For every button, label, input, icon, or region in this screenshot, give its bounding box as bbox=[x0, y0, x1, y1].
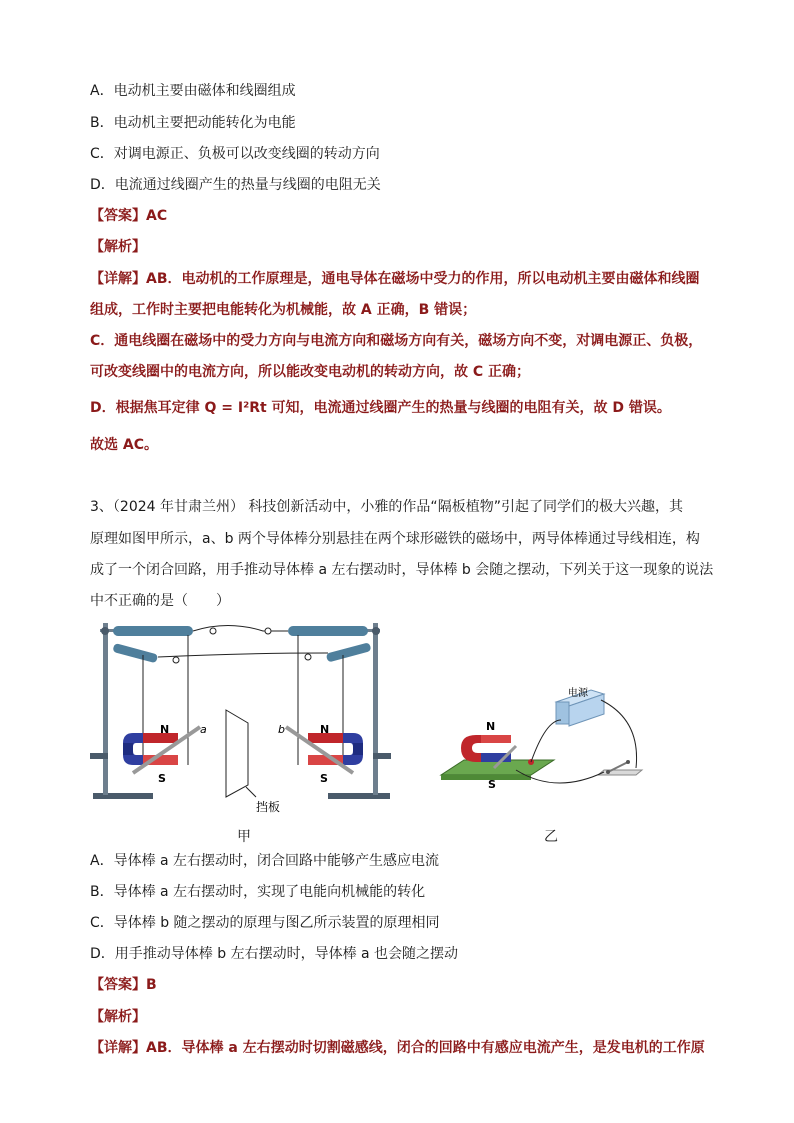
yi-label-s: S bbox=[488, 778, 496, 791]
q3-stem-line-1: 3、（2024 年甘肃兰州） 科技创新活动中，小雅的作品“隔板植物”引起了同学们的极大兴趣，其 bbox=[90, 499, 683, 515]
q3-stem-line-2: 原理如图甲所示，a、b 两个导体棒分别悬挂在两个球形磁铁的磁场中，两导体棒通过导线相连，构 bbox=[90, 531, 700, 547]
barrier-label: 挡板 bbox=[256, 800, 281, 814]
q3-analysis-label: 【解析】 bbox=[90, 1009, 146, 1025]
prev-analysis-label: 【解析】 bbox=[90, 239, 146, 255]
q3-answer: 【答案】B bbox=[90, 977, 157, 993]
power-label: 电源 bbox=[568, 688, 588, 699]
switch bbox=[598, 760, 642, 775]
q3-stem-line-3: 成了一个闭合回路，用手推动导体棒 a 左右摆动时，导体棒 b 会随之摆动，下列关于这一现象的说法 bbox=[90, 562, 714, 578]
yi-label-n: N bbox=[486, 720, 496, 733]
right-label-s: S bbox=[320, 772, 328, 785]
prev-choose: 故选 AC。 bbox=[90, 437, 158, 453]
q3-option-c: C．导体棒 b 随之摆动的原理与图乙所示装置的原理相同 bbox=[90, 915, 440, 931]
left-label-n: N bbox=[160, 723, 170, 736]
right-stand-base bbox=[328, 793, 390, 799]
prev-option-d: D．电流通过线圈产生的热量与线圈的电阻无关 bbox=[90, 177, 381, 193]
prev-detail-line-3: C．通电线圈在磁场中的受力方向与电流方向和磁场方向有关，磁场方向不变，对调电源正、负极， bbox=[90, 333, 703, 349]
prev-detail-line-5: D．根据焦耳定律 Q = I²Rt 可知，电流通过线圈产生的热量与线圈的电阻有关，故 D 错误。 bbox=[90, 400, 671, 416]
right-label-n: N bbox=[320, 723, 330, 736]
q3-option-d: D．用手推动导体棒 b 左右摆动时，导体棒 a 也会随之摆动 bbox=[90, 946, 459, 962]
prev-option-b: B．电动机主要把动能转化为电能 bbox=[90, 115, 296, 131]
right-post bbox=[373, 623, 378, 795]
figure-jia bbox=[88, 615, 398, 815]
left-post bbox=[103, 623, 108, 795]
caption-jia: 甲 bbox=[237, 829, 251, 845]
figure-yi bbox=[436, 680, 646, 800]
label-a: a bbox=[200, 723, 207, 736]
left-top-rod bbox=[113, 626, 193, 636]
q3-stem-line-4: 中不正确的是（ ） bbox=[90, 593, 230, 609]
prev-detail-line-2: 组成，工作时主要把电能转化为机械能，故 A 正确，B 错误； bbox=[90, 302, 477, 318]
prev-answer: 【答案】AC bbox=[90, 208, 168, 224]
barrier bbox=[226, 710, 248, 797]
label-b: b bbox=[278, 723, 285, 736]
prev-option-a: A．电动机主要由磁体和线圈组成 bbox=[90, 83, 296, 99]
q3-detail-line-1: 【详解】AB．导体棒 a 左右摆动时切割磁感线，闭合的回路中有感应电流产生，是发电机的工作原 bbox=[90, 1040, 705, 1056]
prev-detail-line-4: 可改变线圈中的电流方向，所以能改变电动机的转动方向，故 C 正确； bbox=[90, 364, 531, 380]
left-stand-base bbox=[93, 793, 153, 799]
caption-yi: 乙 bbox=[544, 829, 558, 845]
left-label-s: S bbox=[158, 772, 166, 785]
power-supply bbox=[556, 686, 604, 726]
green-base bbox=[441, 760, 554, 775]
right-top-rod bbox=[288, 626, 368, 636]
q3-option-b: B．导体棒 a 左右摆动时，实现了电能向机械能的转化 bbox=[90, 884, 426, 900]
prev-detail-line-1: 【详解】AB．电动机的工作原理是，通电导体在磁场中受力的作用，所以电动机主要由磁体和线圈 bbox=[90, 271, 700, 287]
prev-option-c: C．对调电源正、负极可以改变线圈的转动方向 bbox=[90, 146, 380, 162]
q3-option-a: A．导体棒 a 左右摆动时，闭合回路中能够产生感应电流 bbox=[90, 853, 440, 869]
